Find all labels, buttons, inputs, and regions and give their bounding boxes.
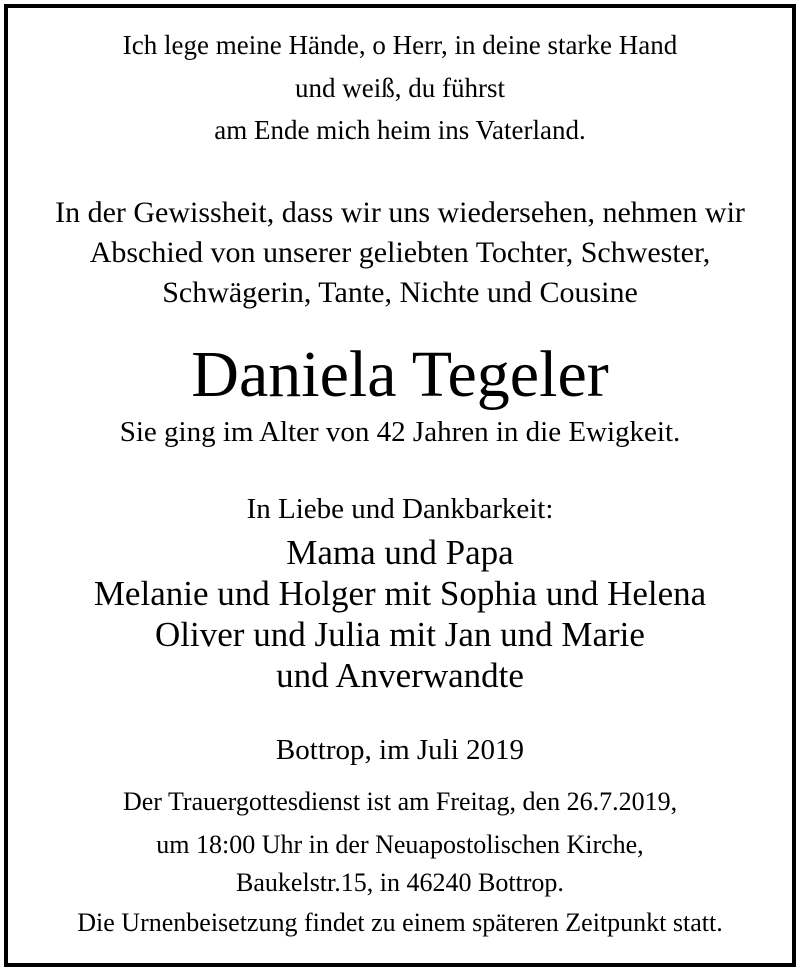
place-date: Bottrop, im Juli 2019 bbox=[275, 734, 525, 766]
verse-line-2: und weiß, du führst bbox=[295, 73, 505, 103]
verse-line-3: am Ende mich heim ins Vaterland. bbox=[214, 115, 586, 145]
mourners-heading: In Liebe und Dankbarkeit: bbox=[246, 493, 554, 525]
mourner-line-3: Oliver und Julia mit Jan und Marie bbox=[155, 615, 645, 654]
deceased-name: Daniela Tegeler bbox=[191, 338, 609, 411]
mourner-line-1: Mama und Papa bbox=[286, 533, 514, 572]
age-line: Sie ging im Alter von 42 Jahren in die Ewigkeit. bbox=[119, 416, 681, 448]
service-line-1: Der Trauergottesdienst ist am Freitag, den 26.7.2019, bbox=[122, 787, 678, 816]
verse-line-1: Ich lege meine Hände, o Herr, in deine starke Hand bbox=[122, 30, 678, 60]
mourner-line-2: Melanie und Holger mit Sophia und Helena bbox=[93, 574, 707, 613]
intro-line-2: Abschied von unserer geliebten Tochter, Schwester, bbox=[89, 236, 711, 269]
service-line-3: Baukelstr.15, in 46240 Bottrop. bbox=[236, 868, 564, 897]
intro-line-3: Schwägerin, Tante, Nichte und Cousine bbox=[162, 276, 638, 309]
page-border bbox=[4, 4, 796, 967]
service-line-4: Die Urnenbeisetzung findet zu einem späteren Zeitpunkt statt. bbox=[77, 908, 723, 937]
intro-line-1: In der Gewissheit, dass wir uns wiedersehen, nehmen wir bbox=[55, 196, 745, 229]
service-line-2: um 18:00 Uhr in der Neuapostolischen Kirche, bbox=[156, 830, 644, 859]
mourner-line-4: und Anverwandte bbox=[276, 656, 524, 695]
